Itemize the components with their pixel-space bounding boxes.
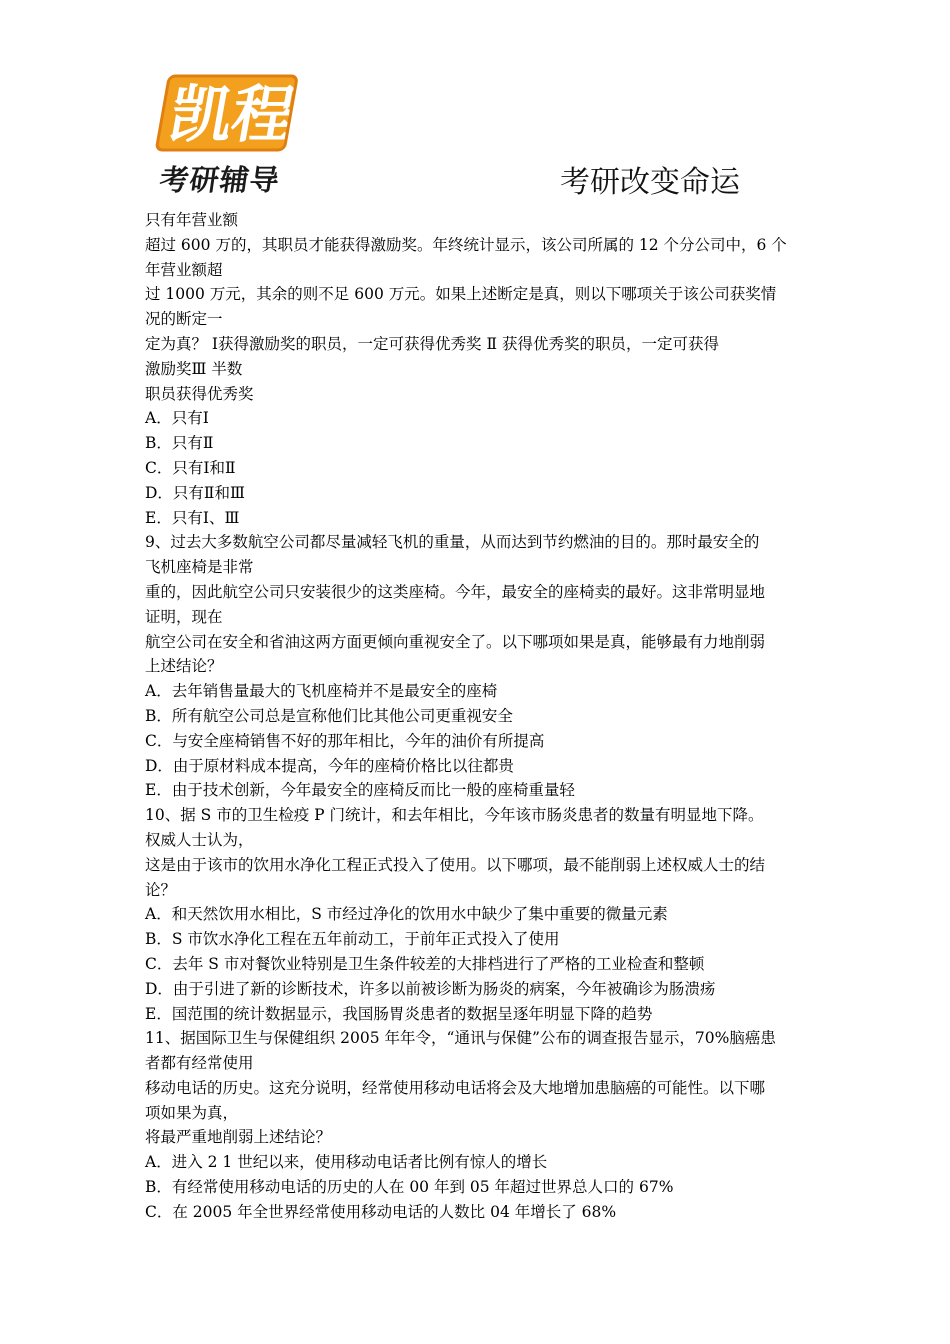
text-line: 激励奖Ⅲ 半数 [145,359,243,378]
text-line: C．在 2005 年全世界经常使用移动电话的人数比 04 年增长了 68% [145,1202,617,1221]
text-line: 上述结论？ [145,657,223,676]
text-line: 况的断定一 [145,310,223,329]
text-line: D．由于原材料成本提高，今年的座椅价格比以往都贵 [145,756,514,775]
text-line: D．由于引进了新的诊断技术，许多以前被诊断为肠炎的病案，今年被确诊为肠溃疡 [145,979,716,998]
text-line: A．只有Ⅰ [145,409,209,428]
text-line: A．进入 2 1 世纪以来，使用移动电话者比例有惊人的增长 [145,1153,548,1172]
text-line: E．国范围的统计数据显示，我国肠胃炎患者的数据呈逐年明显下降的趋势 [145,1004,653,1023]
text-line: 证明，现在 [145,607,223,626]
text-line: B．有经常使用移动电话的历史的人在 00 年到 05 年超过世界总人口的 67% [145,1178,674,1197]
text-line: D．只有Ⅱ和Ⅲ [145,483,245,502]
text-line: E．只有Ⅰ、Ⅲ [145,508,240,527]
text-line: B．只有Ⅱ [145,434,214,453]
brand-logo [150,72,310,200]
text-line: A．和天然饮用水相比，S 市经过净化的饮用水中缺少了集中重要的微量元素 [145,905,668,924]
logo-subtitle: 考研辅导 [157,163,283,197]
text-line: 论？ [145,880,177,899]
text-line: 这是由于该市的饮用水净化工程正式投入了使用。以下哪项，最不能削弱上述权威人士的结 [145,855,766,874]
text-line: C．只有Ⅰ和Ⅱ [145,458,236,477]
text-line: 航空公司在安全和省油这两方面更倾向重视安全了。以下哪项如果是真，能够最有力地削弱 [145,632,766,651]
text-line: B．所有航空公司总是宣称他们比其他公司更重视安全 [145,706,513,725]
text-line: 年营业额超 [145,260,223,279]
text-line: 11、据国际卫生与保健组织 2005 年年令，“通讯与保健”公布的调查报告显示，70%脑癌患 [145,1029,776,1048]
text-line: A．去年销售量最大的飞机座椅并不是最安全的座椅 [145,682,498,701]
text-line: C．去年 S 市对餐饮业特别是卫生条件较差的大排档进行了严格的工业检查和整顿 [145,954,705,973]
text-line: 权威人士认为， [145,830,254,849]
text-line: B．S 市饮水净化工程在五年前动工，于前年正式投入了使用 [145,930,560,949]
text-line: E．由于技术创新，今年最安全的座椅反而比一般的座椅重量轻 [145,781,575,800]
text-line: 者都有经常使用 [145,1054,254,1073]
text-line: 定为真？ Ⅰ获得激励奖的职员，一定可获得优秀奖 Ⅱ 获得优秀奖的职员，一定可获得 [145,334,719,353]
text-line: 10、据 S 市的卫生检疫 P 门统计，和去年相比，今年该市肠炎患者的数量有明显地下降。 [145,806,764,825]
text-line: 9、过去大多数航空公司都尽量减轻飞机的重量，从而达到节约燃油的目的。那时最安全的 [145,533,760,552]
text-line: C．与安全座椅销售不好的那年相比，今年的油价有所提高 [145,731,545,750]
text-line: 项如果为真， [145,1103,239,1122]
text-line: 将最严重地削弱上述结论？ [145,1128,332,1147]
kaicheng-logo-icon [152,72,302,154]
text-line: 只有年营业额 [145,211,239,229]
text-line: 移动电话的历史。这充分说明，经常使用移动电话将会及大地增加患脑癌的可能性。以下哪 [145,1078,766,1097]
document-body [145,208,810,1225]
header-slogan: 考研改变命运 [560,165,740,200]
text-line: 飞机座椅是非常 [145,558,254,577]
logo-mark-text: 凯程 [164,78,301,151]
text-line: 过 1000 万元，其余的则不足 600 万元。如果上述断定是真，则以下哪项关于该公司获奖情 [145,285,777,304]
text-line: 重的，因此航空公司只安装很少的这类座椅。今年，最安全的座椅卖的最好。这非常明显地 [145,582,766,601]
text-line: 职员获得优秀奖 [145,384,254,403]
text-line: 超过 600 万的，其职员才能获得激励奖。年终统计显示，该公司所属的 12 个分公司中，6 个 [145,235,787,254]
